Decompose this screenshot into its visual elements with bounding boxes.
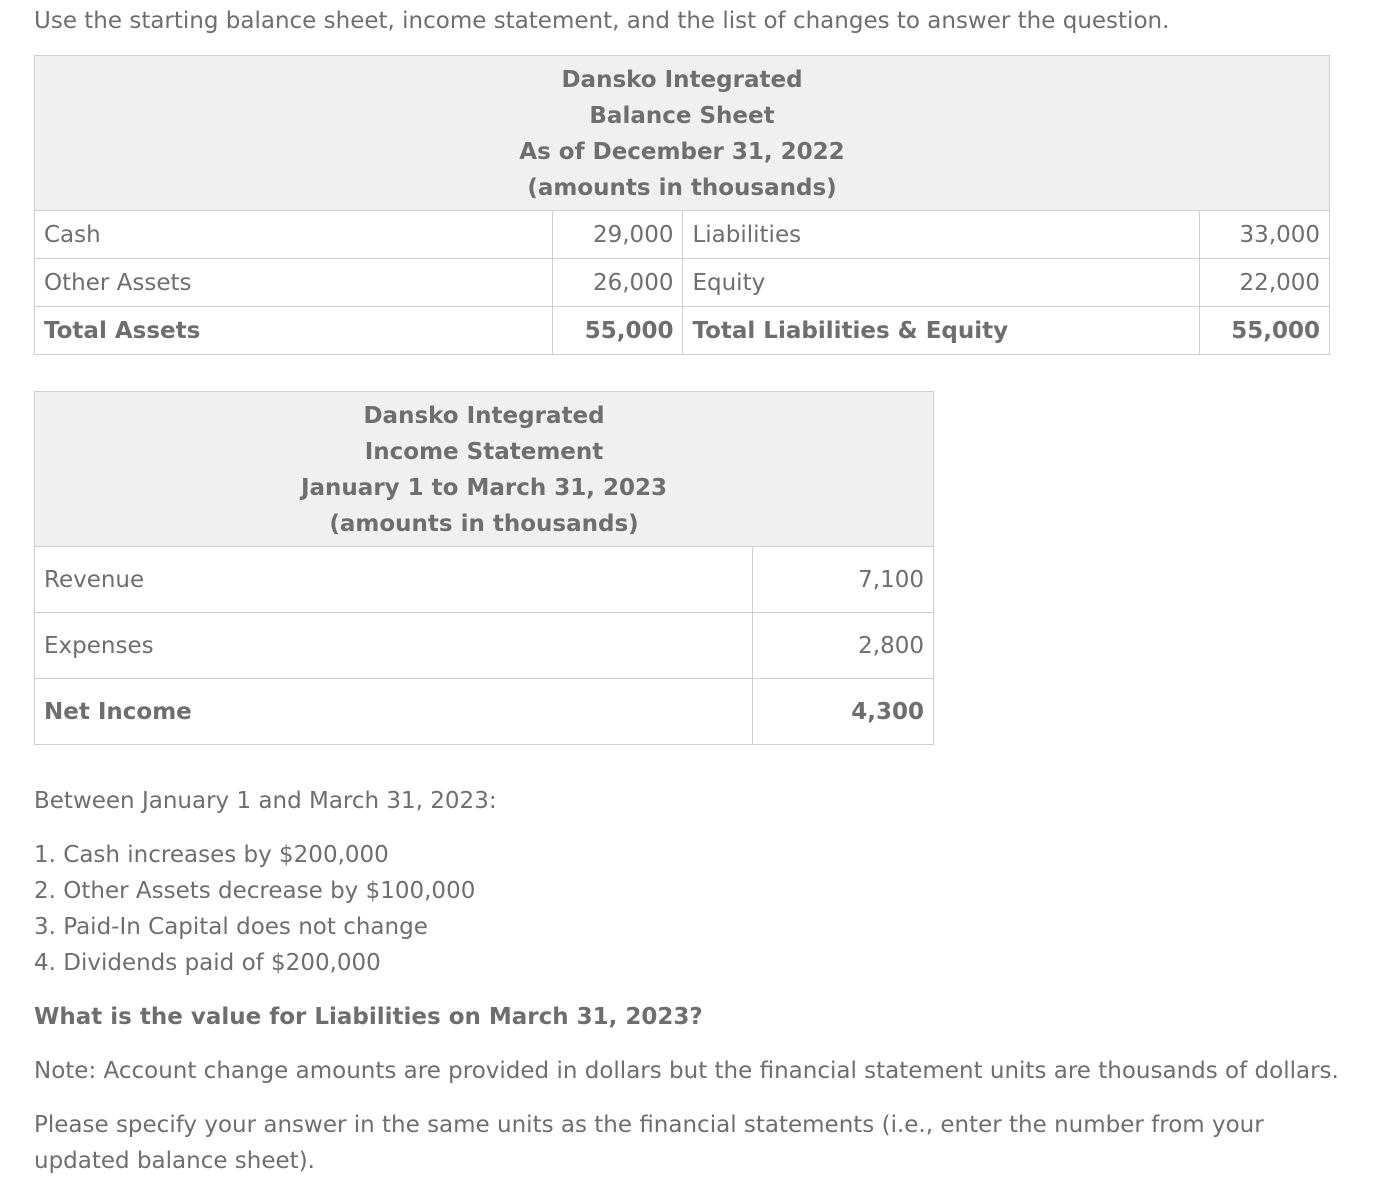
total-liabilities-equity-value: 55,000 (1200, 307, 1330, 355)
expenses-value: 2,800 (753, 613, 934, 679)
balance-sheet-header (35, 56, 1330, 211)
list-item: 3. Paid-In Capital does not change (34, 914, 428, 940)
table-row (35, 547, 934, 613)
income-statement-title: Income Statement (364, 439, 604, 465)
revenue-value: 7,100 (753, 547, 934, 613)
cash-value: 29,000 (552, 211, 683, 259)
other-assets-value: 26,000 (552, 259, 683, 307)
income-statement-period: January 1 to March 31, 2023 (300, 475, 668, 501)
list-item: 2. Other Assets decrease by $100,000 (34, 878, 476, 904)
question-text: What is the value for Liabilities on March 31, 2023? (34, 1004, 703, 1030)
instruction-text: Please specify your answer in the same units as the financial statements (i.e., enter the number from your updated balance sheet). (34, 1112, 1264, 1174)
income-statement-units: (amounts in thousands) (329, 511, 639, 537)
income-statement-table (34, 391, 934, 745)
cash-label: Cash (35, 211, 553, 259)
balance-sheet-company: Dansko Integrated (561, 67, 803, 93)
list-item: 1. Cash increases by $200,000 (34, 842, 389, 868)
changes-list (34, 837, 1344, 981)
note-text: Note: Account change amounts are provided in dollars but the financial statement units are thousands of dollars. (34, 1058, 1339, 1084)
income-statement-header (35, 392, 934, 547)
table-row (35, 679, 934, 745)
liabilities-label: Liabilities (683, 211, 1200, 259)
balance-sheet-units: (amounts in thousands) (527, 175, 837, 201)
total-liabilities-equity-label: Total Liabilities & Equity (683, 307, 1200, 355)
intro-text: Use the starting balance sheet, income statement, and the list of changes to answer the question. (34, 8, 1170, 34)
expenses-label: Expenses (35, 613, 753, 679)
changes-heading: Between January 1 and March 31, 2023: (34, 788, 497, 814)
net-income-value: 4,300 (753, 679, 934, 745)
income-statement-company: Dansko Integrated (363, 403, 605, 429)
total-assets-label: Total Assets (35, 307, 553, 355)
table-row (35, 259, 1330, 307)
equity-value: 22,000 (1200, 259, 1330, 307)
table-row (35, 307, 1330, 355)
total-assets-value: 55,000 (552, 307, 683, 355)
revenue-label: Revenue (35, 547, 753, 613)
other-assets-label: Other Assets (35, 259, 553, 307)
balance-sheet-title: Balance Sheet (589, 103, 775, 129)
equity-label: Equity (683, 259, 1200, 307)
liabilities-value: 33,000 (1200, 211, 1330, 259)
balance-sheet-table (34, 55, 1330, 355)
net-income-label: Net Income (35, 679, 753, 745)
table-row (35, 613, 934, 679)
table-row (35, 211, 1330, 259)
balance-sheet-date: As of December 31, 2022 (519, 139, 845, 165)
list-item: 4. Dividends paid of $200,000 (34, 950, 381, 976)
changes-section (34, 783, 1344, 1179)
